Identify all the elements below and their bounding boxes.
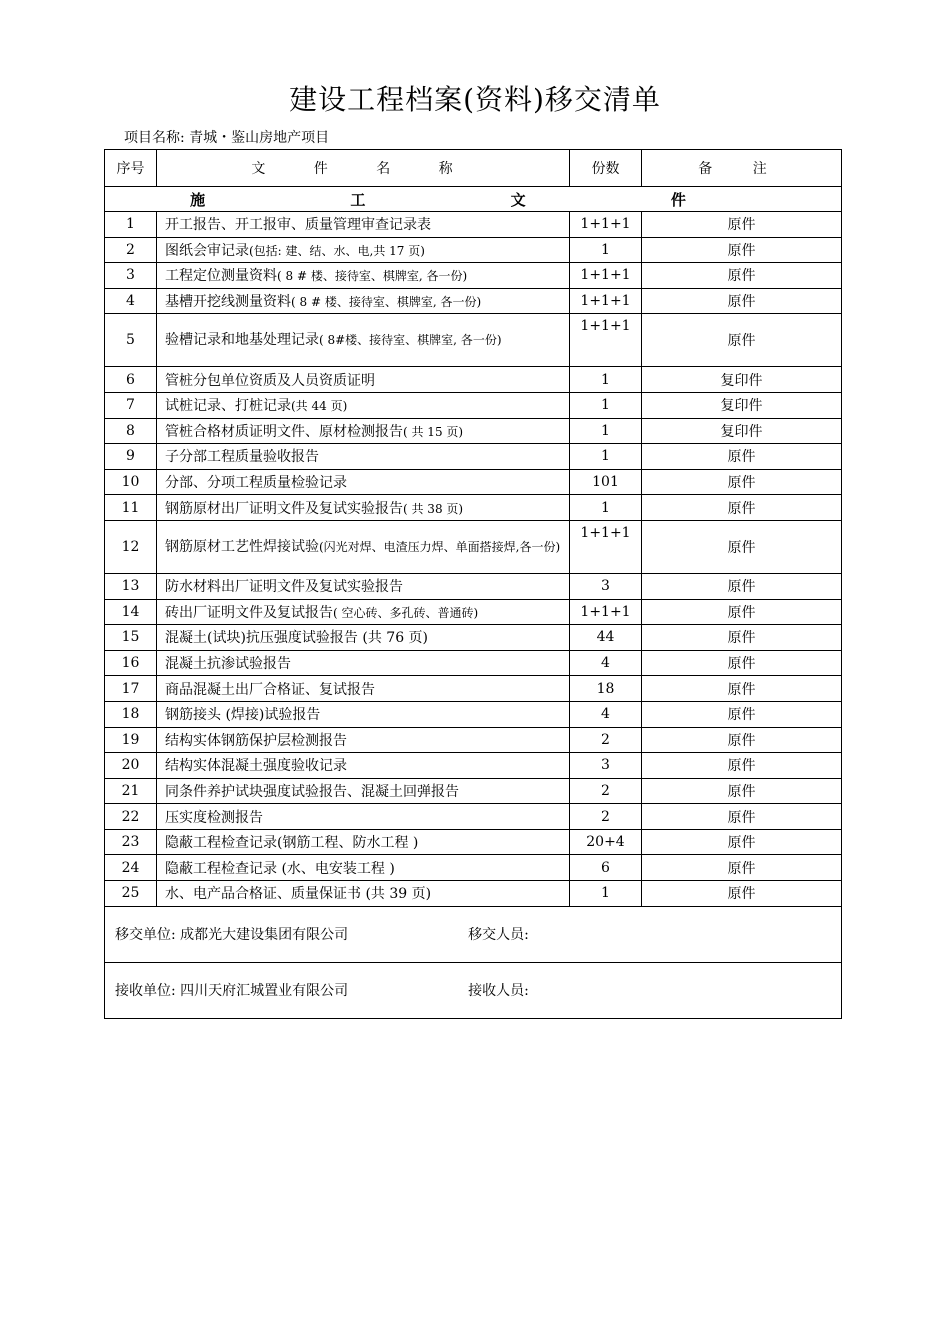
row-document-name-text: 隐蔽工程检查记录(钢筋工程、防水工程 ) bbox=[165, 835, 419, 852]
row-document-name-text: 管桩合格材质证明文件、原材检测报告 bbox=[165, 423, 403, 440]
row-remark: 原件 bbox=[642, 701, 842, 727]
row-copies: 1+1+1 bbox=[570, 288, 642, 314]
row-number: 5 bbox=[105, 314, 157, 367]
row-document-name bbox=[157, 881, 570, 907]
row-document-name-note: ( 共 38 页) bbox=[403, 501, 464, 516]
table-row bbox=[105, 444, 842, 470]
row-document-name bbox=[157, 855, 570, 881]
row-document-name-text: 工程定位测量资料 bbox=[165, 268, 277, 285]
row-remark: 原件 bbox=[642, 676, 842, 702]
row-document-name bbox=[157, 392, 570, 418]
row-document-name-text: 钢筋原材工艺性焊接试验 bbox=[165, 538, 319, 555]
table-row bbox=[105, 392, 842, 418]
row-number: 18 bbox=[105, 701, 157, 727]
row-remark: 原件 bbox=[642, 829, 842, 855]
row-document-name-note: (包括: 建、结、水、电,共 17 页) bbox=[249, 243, 425, 258]
row-number: 19 bbox=[105, 727, 157, 753]
table-row bbox=[105, 676, 842, 702]
row-remark: 原件 bbox=[642, 212, 842, 238]
row-number: 25 bbox=[105, 881, 157, 907]
row-number: 8 bbox=[105, 418, 157, 444]
row-remark: 原件 bbox=[642, 469, 842, 495]
row-document-name bbox=[157, 418, 570, 444]
row-copies: 20+4 bbox=[570, 829, 642, 855]
row-copies: 1 bbox=[570, 418, 642, 444]
footer-transfer-cell bbox=[105, 906, 842, 962]
row-document-name-text: 压实度检测报告 bbox=[165, 809, 263, 826]
row-number: 6 bbox=[105, 367, 157, 393]
table-row bbox=[105, 599, 842, 625]
row-copies: 1 bbox=[570, 367, 642, 393]
row-document-name-text: 结构实体钢筋保护层检测报告 bbox=[165, 732, 347, 749]
header-name: 文 件 名 称 bbox=[157, 150, 570, 187]
table-row bbox=[105, 573, 842, 599]
row-remark: 原件 bbox=[642, 625, 842, 651]
project-name: 项目名称: 青城・鉴山房地产项目 bbox=[124, 130, 330, 146]
table-row bbox=[105, 727, 842, 753]
table-row bbox=[105, 520, 842, 573]
row-document-name bbox=[157, 288, 570, 314]
row-copies: 2 bbox=[570, 727, 642, 753]
row-number: 24 bbox=[105, 855, 157, 881]
row-copies: 1+1+1 bbox=[570, 520, 642, 573]
row-remark: 原件 bbox=[642, 263, 842, 289]
table-row bbox=[105, 650, 842, 676]
table-row bbox=[105, 804, 842, 830]
row-remark: 复印件 bbox=[642, 392, 842, 418]
row-document-name-note: ( 8#楼、接待室、棋牌室, 各一份) bbox=[319, 333, 502, 348]
row-document-name-text: 防水材料出厂证明文件及复试实验报告 bbox=[165, 579, 403, 596]
table-row bbox=[105, 288, 842, 314]
row-document-name bbox=[157, 520, 570, 573]
row-document-name bbox=[157, 599, 570, 625]
row-document-name bbox=[157, 573, 570, 599]
header-qty: 份数 bbox=[570, 150, 642, 187]
document-title: 建设工程档案(资料)移交清单 bbox=[289, 83, 661, 116]
row-copies: 6 bbox=[570, 855, 642, 881]
row-number: 9 bbox=[105, 444, 157, 470]
row-number: 10 bbox=[105, 469, 157, 495]
row-remark: 原件 bbox=[642, 495, 842, 521]
row-remark: 原件 bbox=[642, 881, 842, 907]
footer-transfer-row bbox=[105, 906, 842, 962]
table-row bbox=[105, 314, 842, 367]
row-document-name bbox=[157, 676, 570, 702]
row-document-name-text: 基槽开挖线测量资料 bbox=[165, 294, 291, 311]
table-row bbox=[105, 495, 842, 521]
header-row bbox=[105, 150, 842, 187]
table-row bbox=[105, 237, 842, 263]
table-row bbox=[105, 469, 842, 495]
table-row bbox=[105, 263, 842, 289]
row-remark: 原件 bbox=[642, 778, 842, 804]
row-copies: 1 bbox=[570, 881, 642, 907]
row-copies: 4 bbox=[570, 650, 642, 676]
row-remark: 原件 bbox=[642, 804, 842, 830]
row-document-name-note: (闪光对焊、电渣压力焊、单面搭接焊,各一份) bbox=[319, 539, 561, 554]
row-document-name-text: 开工报告、开工报审、质量管理审查记录表 bbox=[165, 217, 431, 234]
row-document-name-note: ( 空心砖、多孔砖、普通砖) bbox=[333, 605, 479, 620]
row-remark: 原件 bbox=[642, 855, 842, 881]
row-number: 13 bbox=[105, 573, 157, 599]
receive-person: 接收人员: bbox=[468, 983, 529, 1000]
row-document-name-note: ( 8 # 楼、接待室、棋牌室, 各一份) bbox=[291, 295, 482, 310]
row-document-name-text: 商品混凝土出厂合格证、复试报告 bbox=[165, 681, 375, 698]
row-document-name-text: 同条件养护试块强度试验报告、混凝土回弹报告 bbox=[165, 783, 459, 800]
row-remark: 原件 bbox=[642, 753, 842, 779]
transfer-person: 移交人员: bbox=[468, 927, 529, 944]
row-number: 16 bbox=[105, 650, 157, 676]
table-row bbox=[105, 778, 842, 804]
row-remark: 原件 bbox=[642, 599, 842, 625]
row-copies: 1 bbox=[570, 237, 642, 263]
row-number: 3 bbox=[105, 263, 157, 289]
row-number: 15 bbox=[105, 625, 157, 651]
row-document-name-text: 结构实体混凝土强度验收记录 bbox=[165, 758, 347, 775]
row-document-name bbox=[157, 314, 570, 367]
row-number: 7 bbox=[105, 392, 157, 418]
footer-receive-cell bbox=[105, 962, 842, 1018]
row-copies: 1 bbox=[570, 495, 642, 521]
row-document-name-note: ( 8 # 楼、接待室、棋牌室, 各一份) bbox=[277, 269, 468, 284]
row-number: 22 bbox=[105, 804, 157, 830]
row-document-name-text: 分部、分项工程质量检验记录 bbox=[165, 475, 347, 492]
table-row bbox=[105, 753, 842, 779]
row-copies: 2 bbox=[570, 778, 642, 804]
transfer-unit: 移交单位: 成都光大建设集团有限公司 bbox=[115, 927, 349, 944]
footer-receive-row bbox=[105, 962, 842, 1018]
row-document-name-text: 图纸会审记录 bbox=[165, 242, 249, 259]
transfer-list-table bbox=[104, 149, 842, 1019]
row-document-name bbox=[157, 727, 570, 753]
section-title: 施 工 文 件 bbox=[105, 187, 842, 212]
table-row bbox=[105, 881, 842, 907]
row-number: 14 bbox=[105, 599, 157, 625]
table-row bbox=[105, 625, 842, 651]
table-row bbox=[105, 829, 842, 855]
section-row bbox=[105, 187, 842, 212]
row-document-name bbox=[157, 701, 570, 727]
row-copies: 2 bbox=[570, 804, 642, 830]
row-copies: 1+1+1 bbox=[570, 263, 642, 289]
row-document-name-text: 钢筋接头 (焊接)试验报告 bbox=[165, 707, 321, 724]
row-copies: 44 bbox=[570, 625, 642, 651]
row-copies: 1+1+1 bbox=[570, 599, 642, 625]
row-document-name-text: 混凝土抗渗试验报告 bbox=[165, 656, 291, 673]
table-row bbox=[105, 212, 842, 238]
row-document-name bbox=[157, 237, 570, 263]
row-document-name bbox=[157, 753, 570, 779]
row-remark: 复印件 bbox=[642, 367, 842, 393]
row-copies: 3 bbox=[570, 573, 642, 599]
header-note: 备 注 bbox=[642, 150, 842, 187]
row-copies: 101 bbox=[570, 469, 642, 495]
header-no: 序号 bbox=[105, 150, 157, 187]
row-remark: 原件 bbox=[642, 444, 842, 470]
row-document-name bbox=[157, 495, 570, 521]
row-document-name bbox=[157, 829, 570, 855]
row-document-name bbox=[157, 778, 570, 804]
row-document-name bbox=[157, 804, 570, 830]
table-row bbox=[105, 418, 842, 444]
table-row bbox=[105, 701, 842, 727]
receive-unit: 接收单位: 四川天府汇城置业有限公司 bbox=[115, 983, 349, 1000]
row-number: 21 bbox=[105, 778, 157, 804]
row-document-name bbox=[157, 469, 570, 495]
row-document-name-text: 验槽记录和地基处理记录 bbox=[165, 332, 319, 349]
row-document-name-note: ( 共 15 页) bbox=[403, 424, 464, 439]
row-document-name bbox=[157, 650, 570, 676]
row-document-name-text: 钢筋原材出厂证明文件及复试实验报告 bbox=[165, 500, 403, 517]
row-document-name-text: 管桩分包单位资质及人员资质证明 bbox=[165, 372, 375, 389]
row-remark: 原件 bbox=[642, 573, 842, 599]
row-number: 17 bbox=[105, 676, 157, 702]
row-document-name-text: 子分部工程质量验收报告 bbox=[165, 449, 319, 466]
row-remark: 原件 bbox=[642, 727, 842, 753]
row-number: 4 bbox=[105, 288, 157, 314]
row-document-name bbox=[157, 444, 570, 470]
row-document-name-text: 砖出厂证明文件及复试报告 bbox=[165, 604, 333, 621]
row-copies: 1+1+1 bbox=[570, 212, 642, 238]
row-number: 1 bbox=[105, 212, 157, 238]
row-number: 2 bbox=[105, 237, 157, 263]
row-document-name bbox=[157, 625, 570, 651]
row-remark: 原件 bbox=[642, 520, 842, 573]
row-document-name-text: 试桩记录、打桩记录 bbox=[165, 398, 291, 415]
table-body bbox=[105, 212, 842, 907]
row-copies: 4 bbox=[570, 701, 642, 727]
row-remark: 原件 bbox=[642, 650, 842, 676]
table-row bbox=[105, 855, 842, 881]
row-remark: 复印件 bbox=[642, 418, 842, 444]
row-document-name-text: 混凝土(试块)抗压强度试验报告 (共 76 页) bbox=[165, 630, 429, 647]
table-row bbox=[105, 367, 842, 393]
row-number: 23 bbox=[105, 829, 157, 855]
row-document-name bbox=[157, 212, 570, 238]
row-remark: 原件 bbox=[642, 288, 842, 314]
row-copies: 18 bbox=[570, 676, 642, 702]
row-copies: 3 bbox=[570, 753, 642, 779]
row-copies: 1 bbox=[570, 392, 642, 418]
row-document-name-note: (共 44 页) bbox=[291, 399, 348, 414]
row-document-name-text: 隐蔽工程检查记录 (水、电安装工程 ) bbox=[165, 860, 395, 877]
row-number: 11 bbox=[105, 495, 157, 521]
row-document-name-text: 水、电产品合格证、质量保证书 (共 39 页) bbox=[165, 886, 432, 903]
row-document-name bbox=[157, 263, 570, 289]
row-document-name bbox=[157, 367, 570, 393]
row-number: 20 bbox=[105, 753, 157, 779]
row-copies: 1 bbox=[570, 444, 642, 470]
row-remark: 原件 bbox=[642, 314, 842, 367]
row-number: 12 bbox=[105, 520, 157, 573]
row-copies: 1+1+1 bbox=[570, 314, 642, 367]
row-remark: 原件 bbox=[642, 237, 842, 263]
